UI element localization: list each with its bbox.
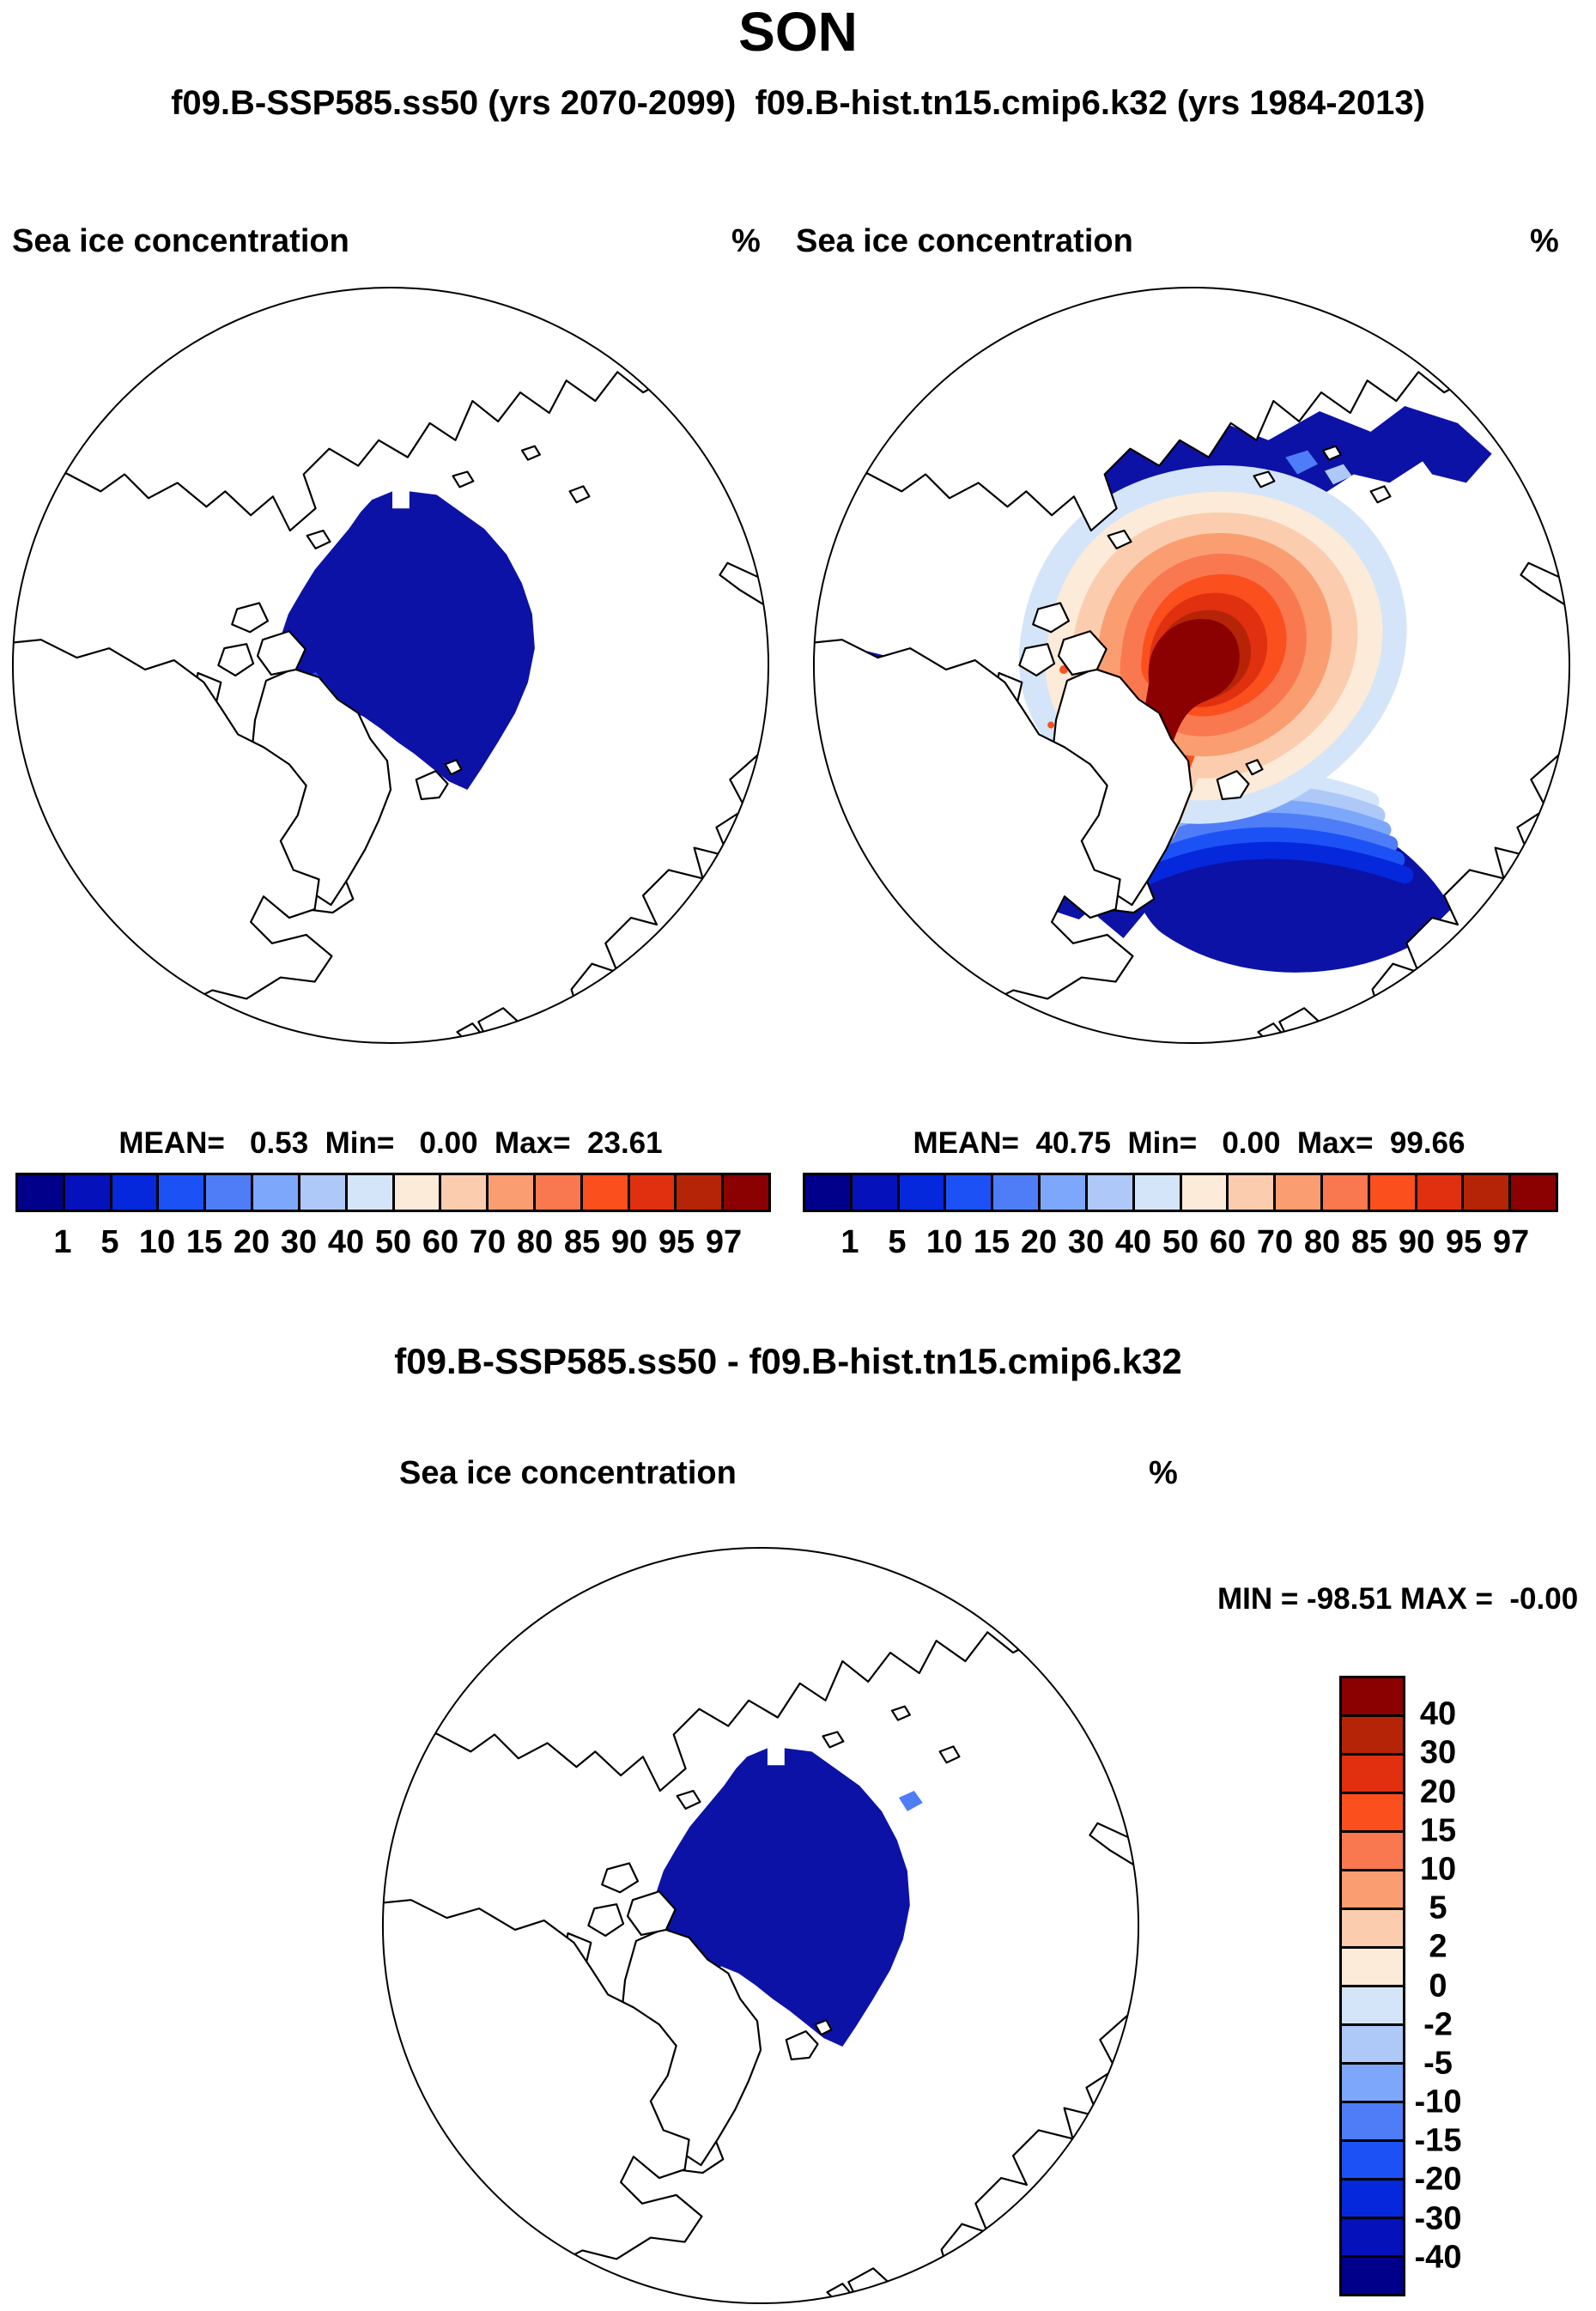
colorbar-segment: [253, 1175, 300, 1210]
colorbar-segment: [853, 1175, 900, 1210]
colorbar-segment: [1342, 2258, 1403, 2294]
colorbar-segment: [1342, 1833, 1403, 1871]
colorbar-tick-label: -30: [1414, 2200, 1462, 2237]
colorbar-segment: [206, 1175, 253, 1210]
colorbar-tick-label: 90: [610, 1224, 648, 1260]
colorbar-tick-label: 10: [138, 1224, 176, 1260]
colorbar-segment: [1417, 1175, 1465, 1210]
colorbar-tick-label: 85: [563, 1224, 601, 1260]
colorbar-segment: [724, 1175, 768, 1210]
arctic-map-difference: [377, 1542, 1144, 2311]
colorbar-segment: [536, 1175, 583, 1210]
colorbar-segment: [1342, 2065, 1403, 2103]
colorbar-tick-label: 95: [1445, 1224, 1483, 1260]
colorbar-tick-label: 1: [840, 1224, 859, 1260]
colorbar-segment: [630, 1175, 677, 1210]
figure-subtitle: f09.B-SSP585.ss50 (yrs 2070-2099) f09.B-hist.tn15.cmip6.k32 (yrs 1984-2013): [171, 84, 1425, 122]
colorbar-segment: [1342, 2181, 1403, 2219]
colorbar-tick-label: 5: [100, 1224, 119, 1260]
colorbar-segment: [946, 1175, 993, 1210]
colorbar-segment: [1342, 1794, 1403, 1833]
arctic-map-ssp585-svg: [7, 282, 774, 1049]
colorbar-segment: [677, 1175, 724, 1210]
colorbar-tick-label: -5: [1423, 2045, 1453, 2082]
colorbar-segment: [1342, 2219, 1403, 2258]
colorbar-tick-label: 30: [1419, 1734, 1457, 1771]
colorbar-segment: [159, 1175, 206, 1210]
colorbar-segment: [1342, 2103, 1403, 2142]
colorbar-concentration-right: [803, 1173, 1558, 1276]
colorbar-tick-label: 97: [1492, 1224, 1530, 1260]
colorbar-tick-label: 50: [1162, 1224, 1199, 1260]
colorbar-segment: [1342, 2026, 1403, 2065]
colorbar-tick-label: 40: [327, 1224, 365, 1260]
stats-difference: MIN = -98.51 MAX = -0.00: [1217, 1582, 1579, 1616]
arctic-map-hist: [808, 282, 1575, 1053]
colorbar-tick-label: 95: [658, 1224, 695, 1260]
colorbar-tick-label: 20: [233, 1224, 270, 1260]
colorbar-segment: [900, 1175, 947, 1210]
colorbar-tick-label: -10: [1414, 2084, 1462, 2120]
colorbar-segment: [1342, 1949, 1403, 1987]
colorbar-segment: [300, 1175, 348, 1210]
stats-ssp585: MEAN= 0.53 Min= 0.00 Max= 23.61: [118, 1126, 663, 1160]
panel-left-units: %: [731, 223, 761, 259]
colorbar-segment: [441, 1175, 489, 1210]
colorbar-segment: [1088, 1175, 1135, 1210]
colorbar-segment: [1276, 1175, 1323, 1210]
colorbar-tick-label: 5: [888, 1224, 907, 1260]
colorbar-segment: [1342, 1717, 1403, 1756]
colorbar-tick-label: 20: [1020, 1224, 1058, 1260]
colorbar-tick-label: -2: [1423, 2006, 1453, 2043]
colorbar-segment: [1342, 1987, 1403, 2026]
stats-hist: MEAN= 40.75 Min= 0.00 Max= 99.66: [913, 1126, 1466, 1160]
panel-right-units: %: [1530, 223, 1559, 259]
colorbar-concentration-left: [15, 1173, 771, 1276]
colorbar-segment: [1342, 1910, 1403, 1949]
colorbar-segment: [1342, 1756, 1403, 1794]
colorbar-segment: [1182, 1175, 1229, 1210]
colorbar-segment: [112, 1175, 160, 1210]
colorbar-tick-label: 90: [1398, 1224, 1435, 1260]
colorbar-tick-label: 15: [1419, 1812, 1457, 1849]
colorbar-segment: [1342, 1871, 1403, 1910]
colorbar-tick-label: 0: [1429, 1968, 1447, 2004]
colorbar-segment: [18, 1175, 65, 1210]
colorbar-tick-label: 10: [925, 1224, 963, 1260]
colorbar-segment: [1511, 1175, 1556, 1210]
colorbar-tick-label: 15: [185, 1224, 223, 1260]
arctic-map-hist-svg: [808, 282, 1575, 1049]
colorbar-segment: [395, 1175, 442, 1210]
difference-title: f09.B-SSP585.ss50 - f09.B-hist.tn15.cmip6.k32: [394, 1341, 1182, 1381]
colorbar-segment: [1323, 1175, 1370, 1210]
colorbar-tick-label: 80: [1303, 1224, 1341, 1260]
difference-field-label: Sea ice concentration: [399, 1455, 737, 1491]
difference-units: %: [1149, 1455, 1178, 1491]
arctic-map-difference-svg: [377, 1542, 1144, 2309]
colorbar-segment: [65, 1175, 112, 1210]
panel-left-field-label: Sea ice concentration: [12, 223, 349, 259]
colorbar-tick-label: 30: [1067, 1224, 1105, 1260]
colorbar-tick-label: 40: [1114, 1224, 1152, 1260]
colorbar-tick-label: 5: [1429, 1889, 1447, 1926]
colorbar-tick-label: -15: [1414, 2122, 1462, 2159]
colorbar-segment: [1464, 1175, 1511, 1210]
colorbar-tick-label: 20: [1419, 1774, 1457, 1811]
colorbar-tick-label: 70: [1256, 1224, 1294, 1260]
colorbar-tick-label: 80: [516, 1224, 554, 1260]
colorbar-tick-label: 60: [1209, 1224, 1247, 1260]
colorbar-tick-label: 15: [973, 1224, 1010, 1260]
colorbar-segment: [583, 1175, 630, 1210]
colorbar-segment: [1370, 1175, 1417, 1210]
colorbar-tick-label: 10: [1419, 1851, 1457, 1888]
arctic-map-ssp585: [7, 282, 774, 1053]
colorbar-tick-label: -20: [1414, 2161, 1462, 2198]
colorbar-tick-label: 85: [1350, 1224, 1388, 1260]
colorbar-segment: [1041, 1175, 1088, 1210]
colorbar-tick-label: 70: [469, 1224, 507, 1260]
colorbar-tick-label: 40: [1419, 1695, 1457, 1732]
panel-right-field-label: Sea ice concentration: [796, 223, 1133, 259]
colorbar-segment: [993, 1175, 1041, 1210]
colorbar-tick-label: 2: [1429, 1928, 1447, 1965]
figure-title: SON: [738, 1, 858, 63]
colorbar-tick-label: 30: [280, 1224, 318, 1260]
colorbar-segment: [805, 1175, 853, 1210]
colorbar-segment: [1342, 1678, 1403, 1717]
colorbar-tick-label: 60: [422, 1224, 459, 1260]
colorbar-segment: [1229, 1175, 1276, 1210]
colorbar-tick-label: 1: [53, 1224, 72, 1260]
colorbar-segment: [489, 1175, 536, 1210]
colorbar-tick-label: -40: [1414, 2239, 1462, 2276]
colorbar-segment: [1342, 2142, 1403, 2181]
colorbar-segment: [1135, 1175, 1182, 1210]
colorbar-tick-label: 50: [374, 1224, 412, 1260]
colorbar-difference: [1339, 1676, 1462, 2296]
colorbar-tick-label: 97: [705, 1224, 743, 1260]
colorbar-segment: [348, 1175, 395, 1210]
